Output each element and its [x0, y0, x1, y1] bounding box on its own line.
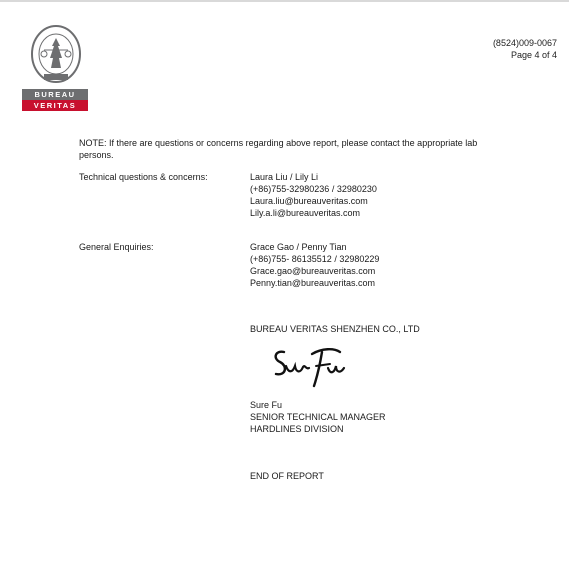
report-header — [493, 37, 557, 61]
logo-band-bottom: VERITAS — [22, 100, 88, 111]
general-contact-phone: (+86)755- 86135512 / 32980229 — [250, 254, 380, 264]
company-name: BUREAU VERITAS SHENZHEN CO., LTD — [250, 324, 420, 334]
general-contact-names: Grace Gao / Penny Tian — [250, 242, 347, 252]
end-of-report: END OF REPORT — [250, 471, 324, 481]
technical-contact-email-1: Laura.liu@bureauveritas.com — [250, 196, 368, 206]
handwritten-signature — [270, 340, 360, 390]
general-contact-email-2: Penny.tian@bureauveritas.com — [250, 278, 376, 288]
bureau-veritas-logo — [22, 24, 90, 108]
signatory-division: HARDLINES DIVISION — [250, 424, 344, 434]
technical-contact-label: Technical questions & concerns: — [79, 172, 208, 182]
technical-contact-names: Laura Liu / Lily Li — [250, 172, 319, 182]
page-number: Page 4 of 4 — [510, 50, 557, 60]
signatory-name: Sure Fu — [250, 400, 283, 410]
top-border — [0, 0, 569, 2]
logo-band-top: BUREAU — [22, 89, 88, 100]
note-text: NOTE: If there are questions or concerns regarding above report, please contact the appropriate lab persons. — [79, 138, 478, 160]
signatory-title: SENIOR TECHNICAL MANAGER — [250, 412, 386, 422]
seal-icon — [30, 24, 82, 84]
technical-contact-phone: (+86)755-32980236 / 32980230 — [250, 184, 377, 194]
general-contact-email-1: Grace.gao@bureauveritas.com — [250, 266, 376, 276]
report-number: (8524)009-0067 — [492, 38, 557, 48]
technical-contact-email-2: Lily.a.li@bureauveritas.com — [250, 208, 361, 218]
general-enquiries-label: General Enquiries: — [79, 242, 154, 252]
